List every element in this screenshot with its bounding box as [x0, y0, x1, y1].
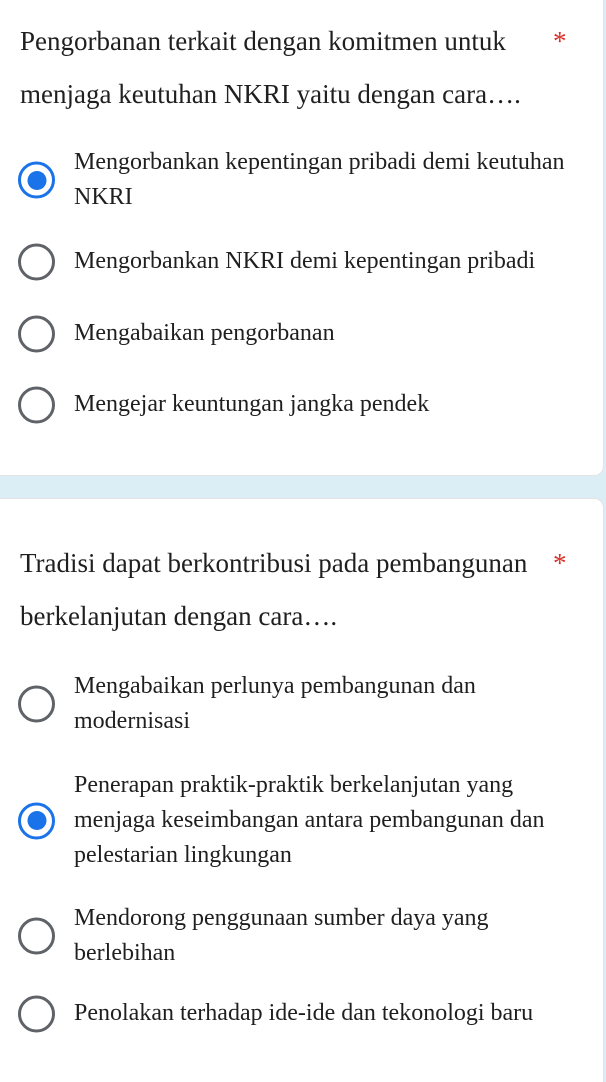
option-label: Penolakan terhadap ide-ide dan tekonologi baru: [74, 1000, 534, 1026]
radio-selected-icon[interactable]: [18, 162, 55, 199]
radio-selected-icon[interactable]: [18, 802, 55, 839]
question-card-2: [0, 498, 604, 1082]
question-title-1: Pengorbanan terkait dengan komitmen untuk menjaga keutuhan NKRI yaitu dengan cara….: [20, 26, 521, 109]
option-label: Mengabaikan perlunya pembangunan dan modernisasi: [74, 673, 476, 734]
radio-empty-icon[interactable]: [18, 243, 55, 280]
option-label: Mengorbankan NKRI demi kepentingan pribadi: [74, 248, 536, 274]
q2-option-4[interactable]: [18, 996, 578, 1031]
q2-option-2[interactable]: [18, 768, 578, 873]
q1-option-3[interactable]: [18, 316, 578, 351]
radio-empty-icon[interactable]: [18, 918, 55, 955]
q2-option-3[interactable]: [18, 901, 578, 971]
q1-option-1[interactable]: [18, 145, 578, 215]
required-marker-1: *: [553, 26, 567, 56]
option-label: Mendorong penggunaan sumber daya yang berlebihan: [74, 905, 489, 966]
radio-empty-icon[interactable]: [18, 315, 55, 352]
option-label: Penerapan praktik-praktik berkelanjutan yang menjaga keseimbangan antara pembangunan dan pelestarian lingkungan: [74, 772, 545, 868]
required-marker-2: *: [553, 548, 567, 578]
question-title-2: Tradisi dapat berkontribusi pada pembangunan berkelanjutan dengan cara….: [20, 548, 528, 631]
q1-option-2[interactable]: [18, 244, 578, 279]
option-label: Mengorbankan kepentingan pribadi demi keutuhan NKRI: [74, 149, 565, 210]
q1-option-4[interactable]: [18, 387, 578, 422]
option-label: Mengejar keuntungan jangka pendek: [74, 391, 430, 417]
question-card-1: [0, 0, 604, 476]
radio-empty-icon[interactable]: [18, 995, 55, 1032]
option-label: Mengabaikan pengorbanan: [74, 320, 335, 346]
radio-empty-icon[interactable]: [18, 386, 55, 423]
q2-option-1[interactable]: [18, 669, 578, 739]
radio-empty-icon[interactable]: [18, 686, 55, 723]
